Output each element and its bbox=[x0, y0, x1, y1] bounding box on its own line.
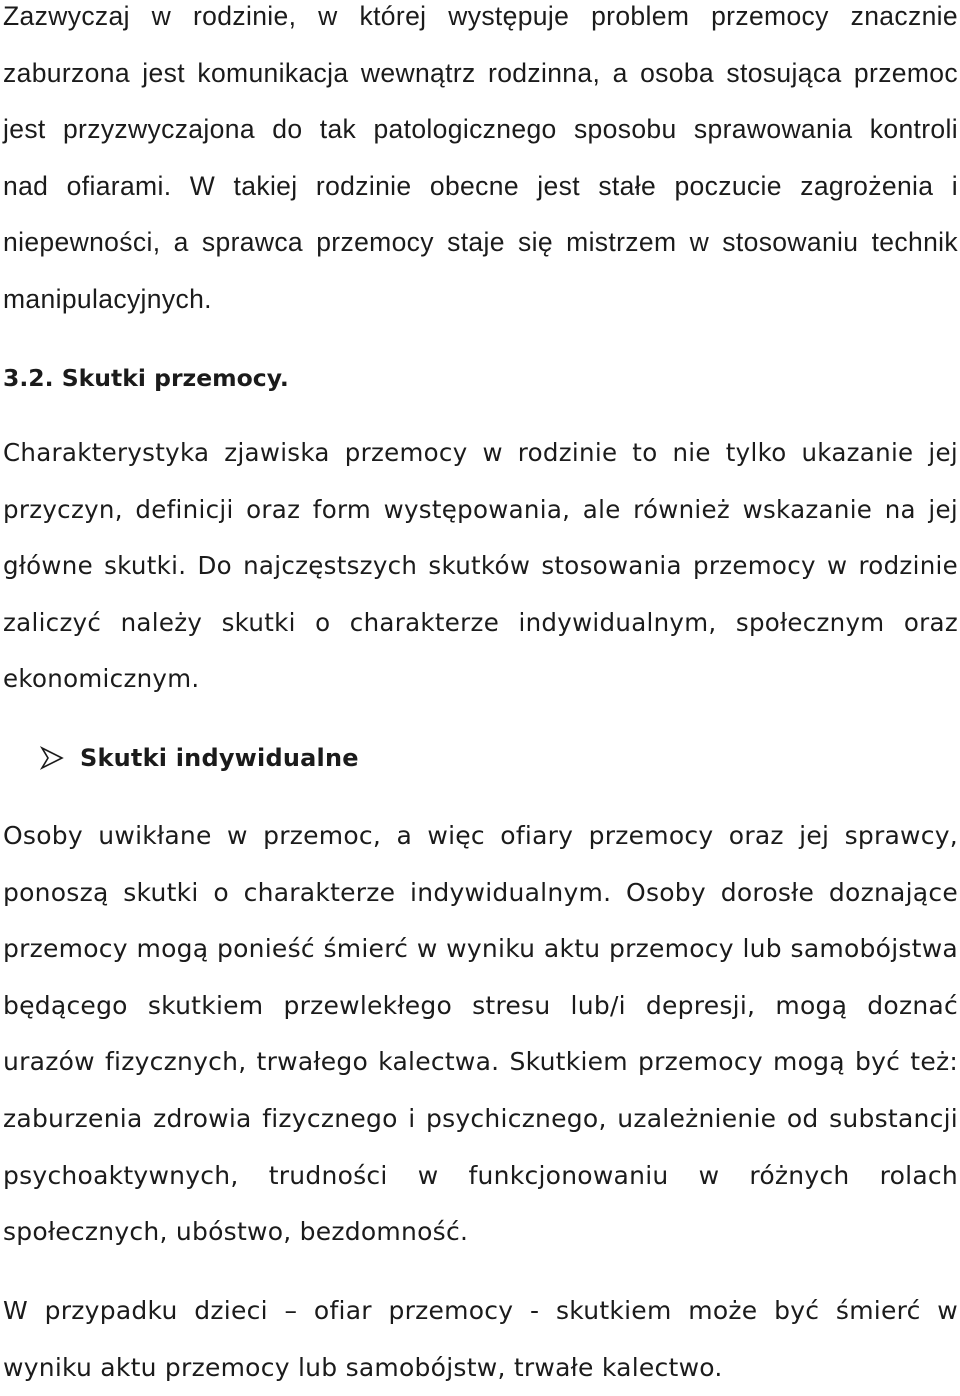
paragraph-individual-effects: Osoby uwikłane w przemoc, a więc ofiary przemocy oraz jej sprawcy, ponoszą skutki o charakterze indywidualnym. Osoby dorosłe doznające przemocy mogą ponieść śmierć w wyniku aktu przemocy lub samobójstwa będącego skutkiem przewlekłego stresu lub/i depresji, mogą doznać urazów fizycznych, trwałego kalectwa. Skutkiem przemocy mogą być też: zaburzenia zdrowia fizycznego i psychicznego, uzależnienie od substancji psychoaktywnych, trudności w funkcjonowaniu w różnych rolach społecznych, ubóstwo, bezdomność. bbox=[3, 821, 958, 1247]
section-heading: 3.2. Skutki przemocy. bbox=[3, 364, 289, 392]
paragraph-children: W przypadku dzieci – ofiar przemocy - skutkiem może być śmierć w wyniku aktu przemocy lub samobójstw, trwałe kalectwo. bbox=[3, 1296, 958, 1382]
subsection-label: Skutki indywidualne bbox=[80, 744, 359, 772]
subsection-heading bbox=[40, 738, 359, 778]
paragraph-intro: Zazwyczaj w rodzinie, w której występuje problem przemocy znacznie zaburzona jest komunikacja wewnątrz rodzinna, a osoba stosująca przemoc jest przyzwyczajona do tak patologicznego sposobu sprawowania kontroli nad ofiarami. W takiej rodzinie obecne jest stałe poczucie zagrożenia i niepewności, a sprawca przemocy staje się mistrzem w stosowaniu technik manipulacyjnych. bbox=[3, 1, 958, 314]
paragraph-characteristics: Charakterystyka zjawiska przemocy w rodzinie to nie tylko ukazanie jej przyczyn, definicji oraz form występowania, ale również wskazanie na jej główne skutki. Do najczęstszych skutków stosowania przemocy w rodzinie zaliczyć należy skutki o charakterze indywidualnym, społecznym oraz ekonomicznym. bbox=[3, 438, 958, 694]
arrowhead-bullet-icon bbox=[40, 746, 64, 770]
